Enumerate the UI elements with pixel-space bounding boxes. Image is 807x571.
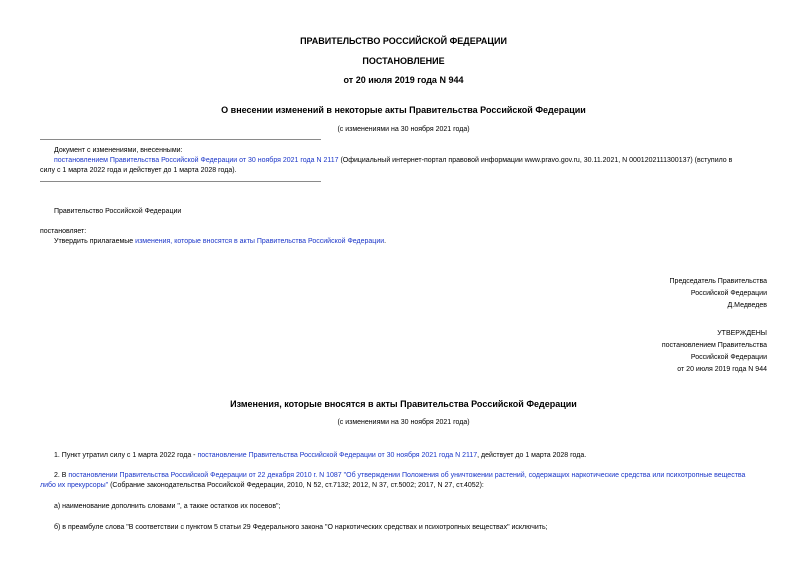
changes-intro: Документ с изменениями, внесенными: [54, 147, 183, 154]
approval-line-1: УТВЕРЖДЕНЫ [717, 330, 767, 337]
government-line: Правительство Российской Федерации [54, 208, 182, 215]
paragraph-a: а) наименование дополнить словами ", а также остатков их посевов"; [54, 503, 281, 510]
changes-box-top-rule [40, 139, 321, 140]
p2-suffix: (Собрание законодательства Российской Федерации, 2010, N 52, ст.7132; 2012, N 37, ст.5002; 2017, N 27, ст.4052): [108, 482, 484, 489]
changes-box-bottom-rule [40, 181, 321, 182]
annex-title: Изменения, которые вносятся в акты Правительства Российской Федерации [230, 399, 577, 409]
approve-line [54, 236, 386, 247]
revision-note: (с изменениями на 30 ноября 2021 года) [337, 126, 470, 133]
header-doc-type: ПОСТАНОВЛЕНИЕ [362, 56, 445, 66]
approval-line-4: от 20 июля 2019 года N 944 [677, 366, 767, 373]
annex-revision: (с изменениями на 30 ноября 2021 года) [337, 419, 470, 426]
approval-line-2: постановлением Правительства [661, 342, 767, 349]
paragraph-2-line-2 [40, 480, 484, 491]
paragraph-b: б) в преамбуле слова "В соответствии с пунктом 5 статьи 29 Федерального закона "О наркотических средствах и психотропных веществах" исключить; [54, 524, 548, 531]
p1-prefix: 1. Пункт утратил силу с 1 марта 2022 года - [54, 452, 198, 459]
signature-line-2: Российской Федерации [690, 290, 767, 297]
p1-link[interactable]: постановление Правительства Российской Федерации от 30 ноября 2021 года N 2117 [197, 452, 478, 459]
signature-block [670, 276, 767, 312]
changes-text-2: силу с 1 марта 2022 года и действует до 1 марта 2028 года). [40, 167, 237, 174]
paragraph-1 [54, 450, 586, 461]
signature-line-3: Д.Медведев [727, 302, 767, 309]
p2-prefix: 2. В [54, 472, 69, 479]
signature-line-1: Председатель Правительства [669, 278, 767, 285]
approve-link[interactable]: изменения, которые вносятся в акты Правительства Российской Федерации [135, 238, 385, 245]
document-title: О внесении изменений в некоторые акты Правительства Российской Федерации [221, 105, 586, 115]
approve-suffix: . [384, 238, 387, 245]
approval-block [662, 328, 767, 376]
changes-text-1: (Официальный интернет-портал правовой информации www.pravo.gov.ru, 30.11.2021, N 0001202111300137) (вступило в [338, 157, 733, 164]
decrees-line: постановляет: [40, 228, 87, 235]
p2-link-a[interactable]: постановлении Правительства Российской Федерации от 22 декабря 2010 г. N 1087 "Об утверждении Положения об уничтожении растений, содержащих наркотические средства или психотропные вещества [68, 472, 746, 479]
header-org: ПРАВИТЕЛЬСТВО РОССИЙСКОЙ ФЕДЕРАЦИИ [300, 36, 507, 46]
approval-line-3: Российской Федерации [690, 354, 767, 361]
approve-prefix: Утвердить прилагаемые [54, 238, 136, 245]
p1-suffix: , действует до 1 марта 2028 года. [477, 452, 587, 459]
p2-link-b[interactable]: либо их прекурсоры" [40, 482, 109, 489]
changes-link[interactable]: постановлением Правительства Российской Федерации от 30 ноября 2021 года N 2117 [54, 157, 339, 164]
header-date-number: от 20 июля 2019 года N 944 [343, 75, 464, 85]
